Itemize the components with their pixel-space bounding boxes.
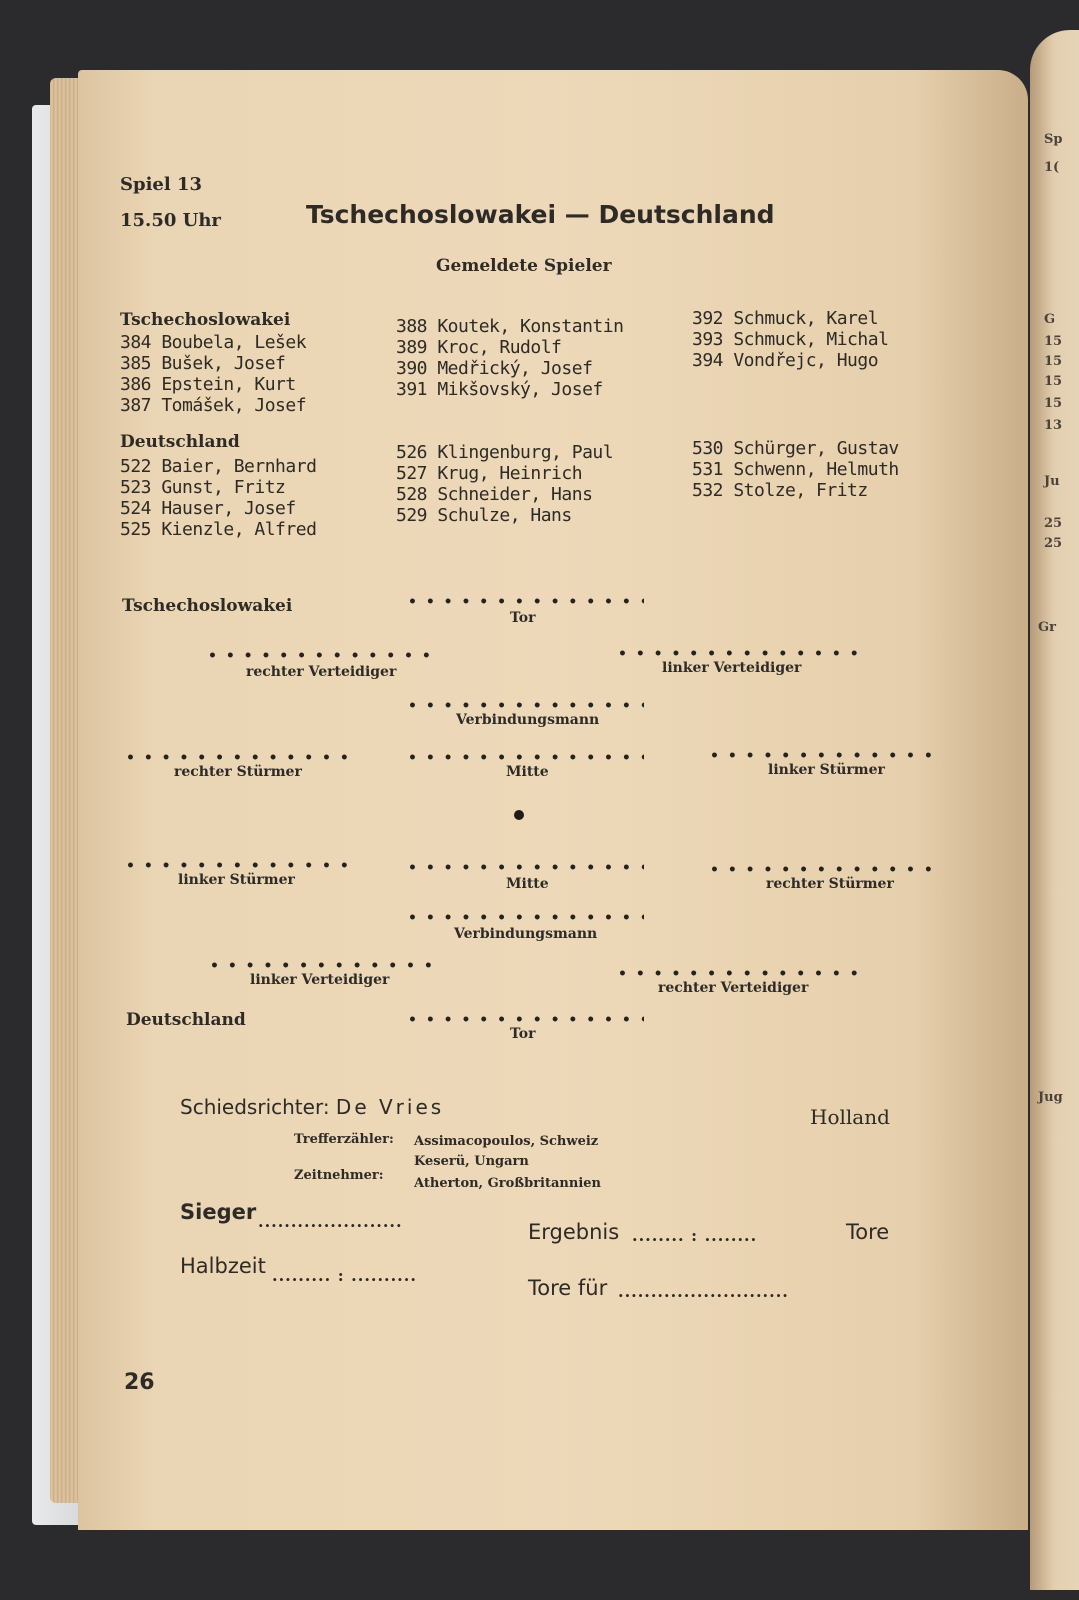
label-bottom-tor: Tor (510, 1026, 536, 1042)
label-bottom-linker-stuermer: linker Stürmer (178, 872, 295, 888)
label-top-mitte: Mitte (506, 764, 549, 780)
scorer-2: Keserü, Ungarn (414, 1154, 529, 1169)
home-roster-col1 (120, 332, 306, 416)
program-page (78, 70, 1028, 1530)
away-team-name: Deutschland (120, 432, 240, 452)
result-field[interactable]: ........ : ........ (632, 1226, 758, 1245)
label-bottom-linker-verteidiger: linker Verteidiger (250, 972, 390, 988)
halftime-field[interactable]: ......... : .......... (272, 1266, 417, 1285)
label-bottom-verbindungsmann: Verbindungsmann (454, 926, 598, 942)
label-top-linker-stuermer: linker Stürmer (768, 762, 885, 778)
home-team-name: Tschechoslowakei (120, 310, 291, 330)
formation-bottom-team: Deutschland (126, 1010, 246, 1030)
away-roster-col3 (692, 438, 899, 501)
label-bottom-rechter-verteidiger: rechter Verteidiger (658, 980, 809, 996)
player-entry: 531 Schwenn, Helmuth (692, 459, 899, 480)
goals-for-field[interactable]: .......................... (618, 1282, 789, 1301)
timekeeper: Atherton, Großbritannien (414, 1176, 601, 1191)
player-entry: 522 Baier, Bernhard (120, 456, 317, 477)
away-roster-col2 (396, 442, 613, 526)
home-roster-col3 (692, 308, 888, 371)
line-bottom-mitte (408, 860, 644, 874)
line-bottom-linker-stuermer (126, 858, 350, 872)
player-entry: 388 Koutek, Konstantin (396, 316, 624, 337)
line-bottom-verbindungsmann (408, 910, 644, 924)
referee-country: Holland (810, 1105, 890, 1129)
player-entry: 524 Hauser, Josef (120, 498, 296, 519)
player-entry: 525 Kienzle, Alfred (120, 519, 317, 540)
line-bottom-rechter-stuermer (710, 862, 940, 876)
player-entry: 532 Stolze, Fritz (692, 480, 868, 501)
player-entry: 390 Medřický, Josef (396, 358, 593, 379)
player-entry: 392 Schmuck, Karel (692, 308, 879, 329)
winner-field[interactable]: ...................... (258, 1212, 403, 1231)
scorer-1: Assimacopoulos, Schweiz (414, 1134, 599, 1149)
player-entry: 523 Gunst, Fritz (120, 477, 286, 498)
match-title: Tschechoslowakei — Deutschland (306, 200, 775, 229)
player-entry: 526 Klingenburg, Paul (396, 442, 614, 463)
line-bottom-linker-verteidiger (210, 958, 436, 972)
timekeeper-label: Zeitnehmer: (294, 1168, 384, 1183)
kickoff-time: 15.50 Uhr (120, 210, 221, 231)
player-entry: 393 Schmuck, Michal (692, 329, 889, 350)
line-bottom-rechter-verteidiger (618, 966, 858, 980)
label-top-linker-verteidiger: linker Verteidiger (662, 660, 802, 676)
goals-label: Tore (846, 1220, 890, 1244)
player-entry: 391 Mikšovský, Josef (396, 379, 603, 400)
label-top-rechter-stuermer: rechter Stürmer (174, 764, 302, 780)
player-entry: 527 Krug, Heinrich (396, 463, 583, 484)
line-top-mitte (408, 750, 644, 764)
referee-label: Schiedsrichter: (180, 1095, 330, 1119)
registered-players-heading: Gemeldete Spieler (436, 256, 612, 276)
player-entry: 529 Schulze, Hans (396, 505, 572, 526)
line-top-verbindungsmann (408, 698, 644, 712)
facing-page: Sp 1( G 15 15 15 15 13 Ju 25 25 Gr Jug (1030, 30, 1079, 1590)
label-bottom-rechter-stuermer: rechter Stürmer (766, 876, 894, 892)
player-entry: 394 Vondřejc, Hugo (692, 350, 879, 371)
referee-name: De Vries (335, 1095, 445, 1119)
player-entry: 384 Boubela, Lešek (120, 332, 307, 353)
away-roster-col1 (120, 456, 316, 540)
label-top-rechter-verteidiger: rechter Verteidiger (246, 664, 397, 680)
label-top-verbindungsmann: Verbindungsmann (456, 712, 600, 728)
goals-for-label: Tore für (528, 1276, 608, 1300)
label-bottom-mitte: Mitte (506, 876, 549, 892)
line-top-linker-verteidiger (618, 646, 858, 660)
referee-line (180, 1095, 444, 1119)
winner-label: Sieger (180, 1200, 257, 1224)
line-top-rechter-stuermer (126, 750, 350, 764)
page-number: 26 (124, 1370, 155, 1395)
player-entry: 386 Epstein, Kurt (120, 374, 296, 395)
home-roster-col2 (396, 316, 623, 400)
player-entry: 528 Schneider, Hans (396, 484, 593, 505)
line-top-tor (408, 594, 644, 608)
formation-top-team: Tschechoslowakei (122, 596, 293, 616)
player-entry: 389 Kroc, Rudolf (396, 337, 562, 358)
line-top-rechter-verteidiger (208, 648, 434, 662)
halftime-label: Halbzeit (180, 1254, 266, 1278)
line-top-linker-stuermer (710, 748, 940, 762)
player-entry: 387 Tomášek, Josef (120, 395, 307, 416)
result-label: Ergebnis (528, 1220, 620, 1244)
game-number: Spiel 13 (120, 174, 203, 195)
center-spot (514, 810, 524, 820)
line-bottom-tor (408, 1012, 644, 1026)
scorers-label: Trefferzähler: (294, 1132, 394, 1147)
label-top-tor: Tor (510, 610, 536, 626)
player-entry: 530 Schürger, Gustav (692, 438, 899, 459)
player-entry: 385 Bušek, Josef (120, 353, 286, 374)
